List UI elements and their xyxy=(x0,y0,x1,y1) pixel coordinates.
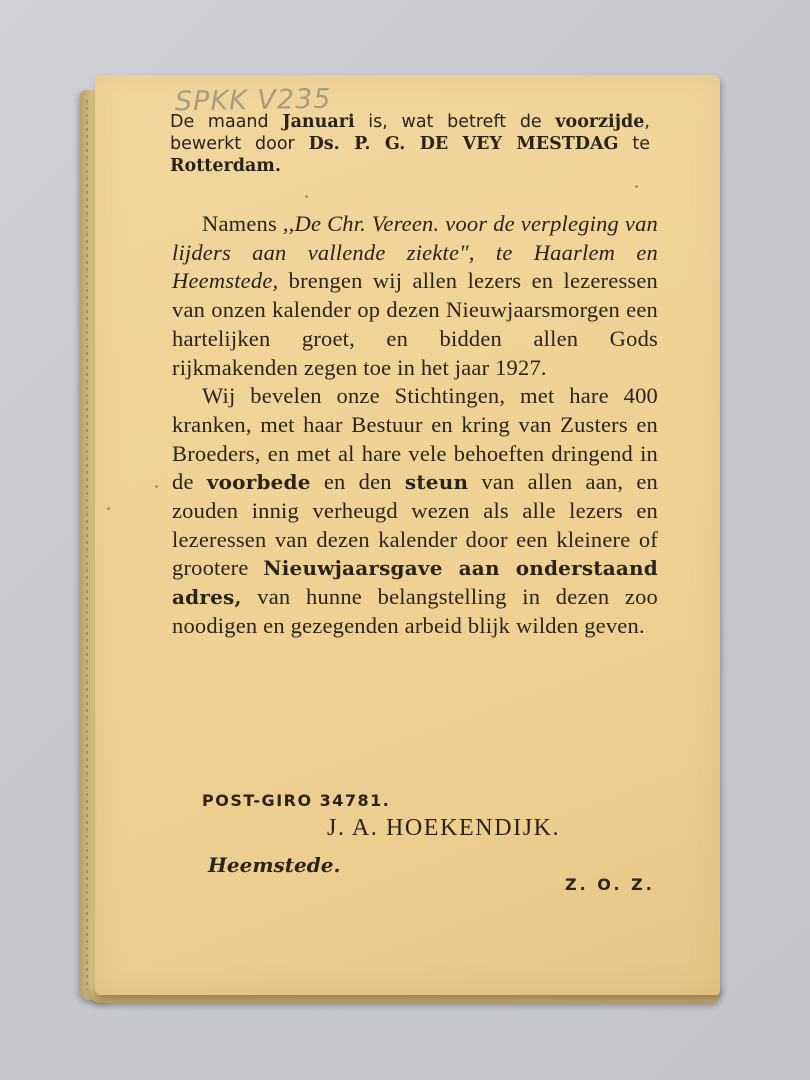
post-giro-number: POST-GIRO 34781. xyxy=(202,791,391,810)
month-notice: De maand Januari is, wat betreft de voorzijde, bewerkt door Ds. P. G. DE VEY MESTDAG te Rotterdam. xyxy=(170,112,650,176)
calendar-page xyxy=(95,75,720,995)
pencil-annotation: SPKK V235 xyxy=(174,83,332,118)
paper-speck xyxy=(107,507,110,510)
emph-voorbede: voorbede xyxy=(206,470,311,495)
turn-over-note: Z. O. Z. xyxy=(565,875,655,894)
paper-speck xyxy=(305,195,308,198)
emph-gift: Nieuwjaarsgave aan onderstaand adres, xyxy=(172,556,658,610)
emph-steun: steun xyxy=(404,470,469,495)
notice-city: Rotterdam. xyxy=(170,156,281,176)
main-text xyxy=(172,210,658,641)
society-place: te Haarlem en Heemstede, xyxy=(172,239,658,294)
paragraph-appeal: Wij bevelen onze Stichtingen, met hare 400 kranken, met haar Bestuur en kring van Zusters en Broeders, en met al hare vele behoeften dringend in de voorbede en den steun van allen aan, en zouden innig verheugd wezen als alle lezers en lezeressen van dezen kalender door een kleinere of grootere Nieuwjaarsgave aan onderstaand adres, van hunne belangstelling in dezen zoo noodigen en gezegenden arbeid blijk wilden geven. xyxy=(172,383,658,638)
notice-author: Ds. P. G. DE VEY MESTDAG xyxy=(308,134,619,154)
signatory-place: Heemstede. xyxy=(208,853,341,877)
paper-speck xyxy=(635,185,638,188)
paragraph-greeting: Namens ,,De Chr. Vereen. voor de verpleging van lijders aan vallende ziekte", te Haarlem en Heemstede, brengen wij allen lezers en lezeressen van onzen kalender op dezen Nieuwjaarsmorgen een hartelijken groet, en bidden allen Gods rijkmakenden zegen toe in het jaar 1927. xyxy=(172,211,658,380)
paper-speck xyxy=(155,485,158,488)
society-name: ,,De Chr. Vereen. voor de verpleging van lijders aan vallende ziekte", xyxy=(172,211,658,265)
notice-month: Januari xyxy=(282,112,355,132)
notice-voorzijde: voorzijde xyxy=(555,112,645,132)
signatory: J. A. HOEKENDIJK. xyxy=(327,815,561,841)
